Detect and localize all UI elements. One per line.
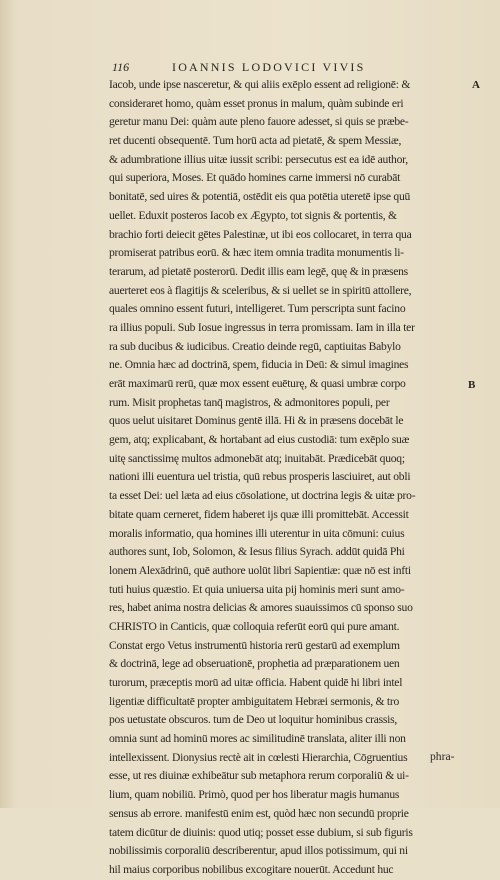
margin-marker-a: A: [472, 79, 480, 91]
text-line: brachio forti deiecit gētes Palestinæ, ut ibi eos collocaret, in terra qua: [109, 227, 412, 241]
text-line: & adumbratione illius uitæ iussit scribi: persecutus est ea idē author,: [109, 152, 408, 166]
text-line: uellet. Eduxit posteros Iacob ex Ægypto, tot signis & portentis, &: [109, 208, 397, 222]
text-line: CHRISTO in Canticis, quæ colloquia referūt eorū qui pure amant.: [109, 619, 400, 633]
text-line: ligentiæ difficultatē propter ambiguitatem Hebræi sermonis, & tro: [109, 694, 400, 708]
margin-marker-b: B: [468, 379, 476, 391]
text-line: promiserat patribus eorū. & hæc item omnia tradita monumentis li-: [109, 246, 404, 260]
text-line: Iacob, unde ipse nasceretur, & qui aliis exēplo essent ad religionē: &: [109, 78, 411, 91]
text-line: consideraret homo, quàm esset pronus in malum, quàm subinde eri: [109, 96, 404, 110]
text-line: quos uelut uisitaret Dominus gentē illā. Hi & in præsens docebāt le: [109, 414, 404, 428]
text-line: Constat ergo Vetus instrumentū historia rerū gestarū ad exemplum: [109, 638, 400, 652]
text-line: turorum, præceptis morū ad uitæ officia. Habent quidē hi libri intel: [109, 676, 403, 689]
running-head: IOANNIS LODOVICI VIVIS: [172, 60, 366, 74]
text-line: res, habet anima nostra delicias & amores suauissimos cū sponso suo: [109, 601, 413, 615]
text-line: sensus ab errore. manifestū enim est, quòd hæc non secundū proprie: [109, 806, 409, 820]
text-line: ta esset Dei: uel læta ad eius cōsolatione, ut doctrina legis & uitæ pro-: [109, 489, 416, 503]
text-line: auerteret eos à flagitijs & sceleribus, & si uellet se in spiritū attollere,: [109, 283, 412, 297]
text-block: [109, 76, 457, 880]
text-line: gem, atq; explicabant, & hortabant ad eius custodiā: tum exēplo suæ: [109, 433, 410, 447]
text-line: & doctrinā, lege ad obseruationē, prophetia ad præparationem uen: [109, 657, 400, 671]
text-line: nationi illi euentura uel tristia, quū rebus prosperis lasciuiret, aut obli: [109, 470, 411, 484]
text-line: terarum, ad pietatē posterorū. Dedit illis eam legē, quę & in præsens: [109, 264, 408, 278]
text-line: ra illius populi. Sub Iosue ingressus in terra promissam. Iam in illa ter: [109, 320, 415, 334]
text-line: ra sub ducibus & iudicibus. Creatio deinde regū, captiuitas Babylo: [109, 339, 401, 353]
text-line: esse, ut res diuinæ exhibeātur sub metaphora rerum corporaliū & ui-: [109, 769, 409, 783]
text-line: tatem dicūtur de diuinis: quod utiq; posset esse dubium, si sub figuris: [109, 825, 413, 839]
page-header: [112, 60, 472, 76]
text-line: hil maius corporibus nobilibus excogitare nouerūt. Accedunt huc: [109, 862, 394, 876]
text-line: bonitatē, sed uires & potentiā, ostēdit eis qua potētia uteretē ipse quū: [109, 190, 411, 204]
text-line: ne. Omnia hæc ad doctrinā, spem, fiducia in Deū: & simul imagines: [109, 358, 409, 372]
text-line: geretur manu Dei: quàm aute pleno fauore adesset, si quis se præbe-: [109, 115, 409, 129]
text-line: omnia sunt ad hominū mores ac similitudinē translata, aliter illi non: [109, 732, 406, 746]
text-line: rum. Misit prophetas tanq̄ magistros, & admonitores populi, per: [109, 395, 390, 409]
folio-number: 116: [112, 60, 130, 74]
text-line: intellexissent. Dionysius rectè ait in cœlesti Hierarchia, Cōgruentius: [109, 750, 408, 764]
text-line: tuti huius quæstio. Et quia uniuersa uita pij hominis meri sunt amo-: [109, 582, 405, 596]
text-line: uitę sanctissimę multos admonebāt atq; inuitabāt. Prædicebāt quoq;: [109, 451, 405, 465]
text-line: qui superiora, Moses. Et quādo homines carne immersi nō curabāt: [109, 171, 401, 185]
catchword: phra-: [430, 750, 455, 763]
text-line: quales omnino essent futuri, intelligeret. Tum perscripta sunt facino: [109, 302, 406, 316]
text-line: ret ducenti obsequentē. Tum horū acta ad pietatē, & spem Messiæ,: [109, 134, 402, 148]
text-line: lonem Alexādrinū, quē authore uolūt libri Sapientiæ: quæ nō est infti: [109, 563, 411, 577]
text-line: erāt maximarū rerū, quæ mox essent euēturę, & quasi umbræ corpo: [109, 377, 406, 390]
text-line: moralis informatio, qua homines illi uterentur in uita cōmuni: cuius: [109, 526, 405, 540]
text-line: nobilissimis corporaliū describerentur, apud illos potissimum, qui ni: [109, 844, 408, 858]
text-line: authores sunt, Iob, Solomon, & Iesus filius Syrach. addūt quidā Phi: [109, 545, 405, 559]
text-line: bitate quam cerneret, fidem haberet ijs quæ illi promittebāt. Accessit: [109, 507, 409, 521]
text-line: lium, quam nobiliū. Primò, quod per hos liberatur magis humanus: [109, 788, 400, 802]
text-line: pos uetustate obscuros. tum de Deo ut loquitur hominibus crassis,: [109, 713, 398, 727]
